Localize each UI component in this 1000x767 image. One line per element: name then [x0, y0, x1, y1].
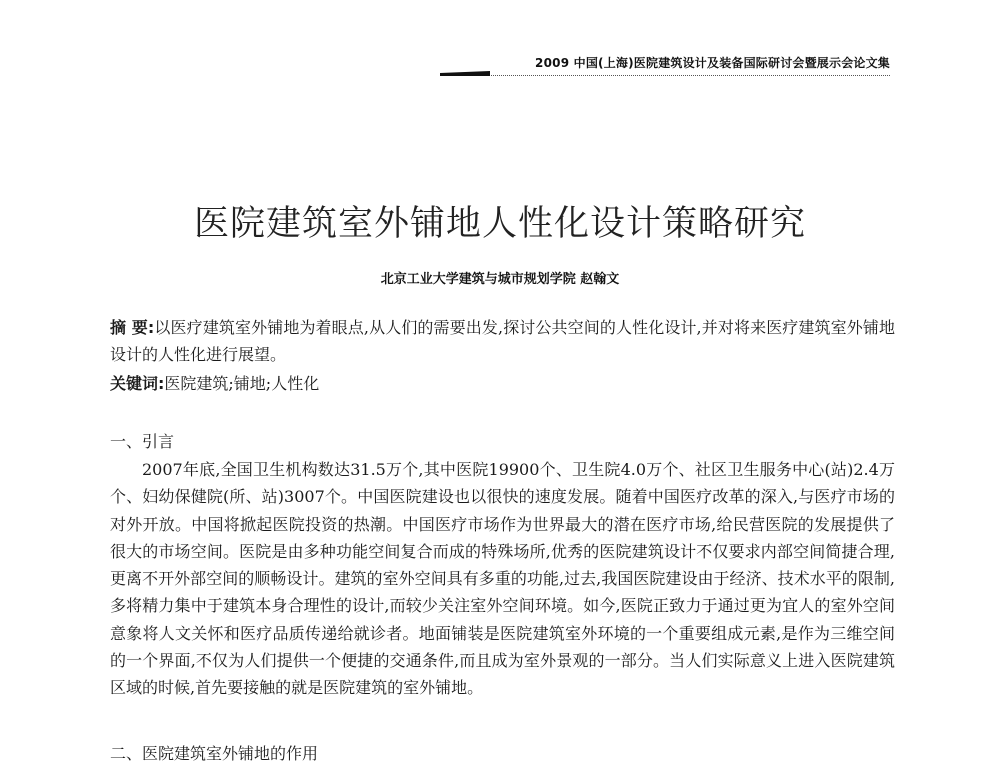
abstract — [110, 314, 895, 368]
section-heading-introduction: 一、引言 — [110, 432, 175, 451]
keywords — [110, 370, 895, 397]
abstract-text: 以医疗建筑室外铺地为着眼点,从人们的需要出发,探讨公共空间的人性化设计,并对将来医疗建筑室外铺地设计的人性化进行展望。 — [110, 318, 895, 364]
header-dotted-rule — [440, 75, 890, 76]
paper-title: 医院建筑室外铺地人性化设计策略研究 — [193, 204, 806, 244]
introduction-paragraph: 2007年底,全国卫生机构数达31.5万个,其中医院19900个、卫生院4.0万个、社区卫生服务中心(站)2.4万个、妇幼保健院(所、站)3007个。中国医院建设也以很快的速度发展。随着中国医疗改革的深入,与医疗市场的对外开放。中国将掀起医院投资的热潮。中国医疗市场作为世界最大的潜在医疗市场,给民营医院的发展提供了很大的市场空间。医院是由多种功能空间复合而成的特殊场所,优秀的医院建筑设计不仅要求内部空间简捷合理,更离不开外部空间的顺畅设计。建筑的室外空间具有多重的功能,过去,我国医院建设由于经济、技术水平的限制,多将精力集中于建筑本身合理性的设计,而较少关注室外空间环境。如今,医院正致力于通过更为宜人的室外空间意象将人文关怀和医疗品质传递给就诊者。地面铺装是医院建筑室外环境的一个重要组成元素,是作为三维空间的一个界面,不仅为人们提供一个便捷的交通条件,而且成为室外景观的一部分。当人们实际意义上进入医院建筑区域的时候,首先要接触的就是医院建筑的室外铺地。 — [110, 460, 895, 698]
running-header-title: 2009 中国(上海)医院建筑设计及装备国际研讨会暨展示会论文集 — [535, 56, 890, 70]
keywords-text: 医院建筑;铺地;人性化 — [164, 374, 320, 393]
keywords-label: 关键词: — [110, 374, 165, 393]
header-wedge-ornament — [440, 71, 490, 76]
section-heading-paving-role: 二、医院建筑室外铺地的作用 — [110, 744, 319, 763]
abstract-label: 摘 要: — [110, 318, 155, 337]
running-header — [440, 54, 890, 82]
author-affiliation: 北京工业大学建筑与城市规划学院 赵翰文 — [380, 272, 620, 287]
